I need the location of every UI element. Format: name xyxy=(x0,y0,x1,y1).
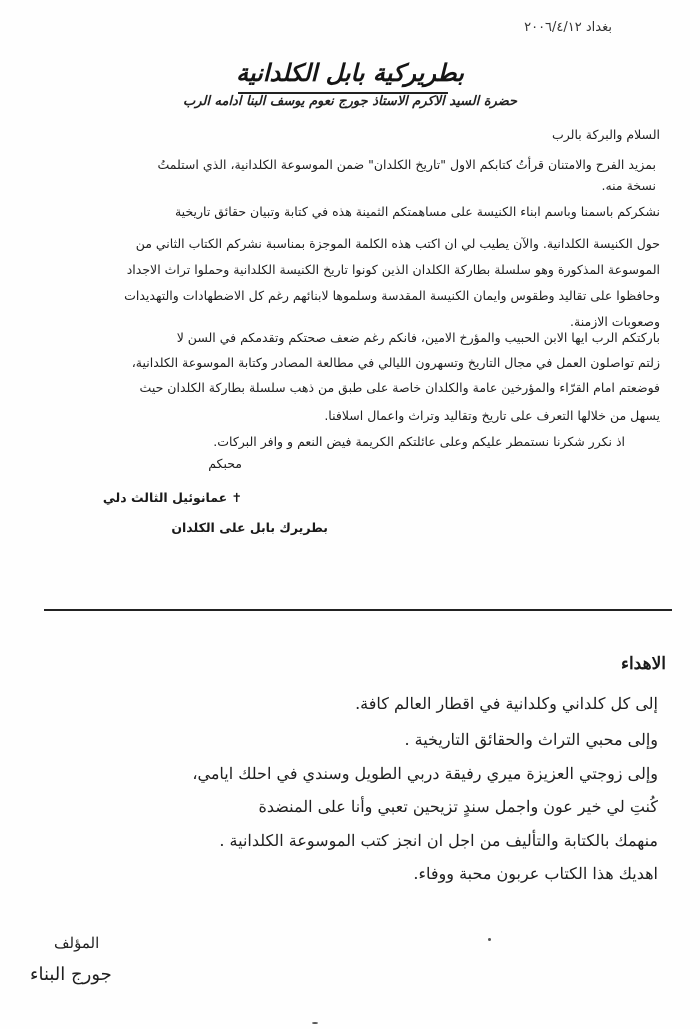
section-divider xyxy=(44,609,672,611)
letter-body-line: نسخة منه. xyxy=(601,178,656,193)
letter-closing: محبكم xyxy=(208,456,242,471)
dedication-line: إلى كل كلداني وكلدانية في اقطار العالم كافة. xyxy=(355,694,658,713)
scan-speck xyxy=(488,938,491,941)
letter-greeting: السلام والبركة بالرب xyxy=(552,127,660,142)
author-name: جورج البناء xyxy=(30,964,112,985)
letter-body-line: بمزيد الفرح والامتنان قرأتُ كتابكم الاول "تاريخ الكلدان" ضمن الموسوعة الكلدانية، الذي استلمتُ xyxy=(157,157,656,172)
letter-body-line: حول الكنيسة الكلدانية. والآن يطيب لي ان اكتب هذه الكلمة الموجزة بمناسبة نشركم الكتاب الثاني من xyxy=(135,236,660,251)
letter-body-line: يسهل من خلالها التعرف على تاريخ وتقاليد وتراث واعمال اسلافنا. xyxy=(324,408,660,423)
author-label: المؤلف xyxy=(54,934,100,952)
dedication-line: كُنتِ لي خير عون واجمل سندٍ تزيحين تعبي وأنا على المنضدة xyxy=(258,797,658,816)
dedication-line: وإلى زوجتي العزيزة ميري رفيقة دربي الطويل وسندي في احلك ايامي، xyxy=(192,764,658,783)
letter-body-line: وحافظوا على تقاليد وطقوس وايمان الكنيسة المقدسة وسلموها لابنائهم رغم كل الاضطهادات والتهديدات xyxy=(124,288,660,303)
letter-title: بطريركية بابل الكلدانية xyxy=(236,58,464,87)
signature-title: بطريرك بابل على الكلدان xyxy=(171,520,328,535)
letter-body-line: الموسوعة المذكورة وهو سلسلة بطاركة الكلدان الذين كونوا تاريخ الكنيسة الكلدانية وحملوا تراث الاجداد xyxy=(126,262,660,277)
letter-body-line: اذ نكرر شكرنا نستمطر عليكم وعلى عائلتكم الكريمة فيض النعم و وافر البركات. xyxy=(213,434,625,449)
scan-speck xyxy=(312,1022,318,1024)
letter-body-line: زلتم تواصلون العمل في مجال التاريخ وتسهرون الليالي في مطالعة المصادر وكتابة الموسوعة الكلدانية، xyxy=(131,355,660,370)
dedication-line: وإلى محبي التراث والحقائق التاريخية . xyxy=(404,730,658,749)
letter-body-line: نشكركم باسمنا وباسم ابناء الكنيسة على مساهمتكم الثمينة هذه في كتابة وتبيان حقائق تاريخية xyxy=(174,204,660,219)
letter-body-line: فوضعتم امام القرّاء والمؤرخين عامة والكلدان خاصة على طبق من ذهب سلسلة بطاركة الكلدان حيث xyxy=(139,380,660,395)
signature-name: ✝ عمانوئيل الثالث دلي xyxy=(102,490,242,505)
dedication-line: اهديك هذا الكتاب عربون محبة ووفاء. xyxy=(413,864,658,883)
letter-body-line: باركتكم الرب ايها الابن الحبيب والمؤرخ الامين، فانكم رغم ضعف صحتكم وتقدمكم في السن لا xyxy=(176,330,660,345)
dedication-line: منهمك بالكتابة والتأليف من اجل ان انجز كتب الموسوعة الكلدانية . xyxy=(219,831,658,850)
letter-date: بغداد ٢٠٠٦/٤/١٢ xyxy=(524,20,612,35)
letter-subtitle: حضرة السيد الاكرم الاستاذ جورج نعوم يوسف البنا ادامه الرب xyxy=(182,94,518,109)
letter-body-line: وصعوبات الازمنة. xyxy=(570,314,660,329)
dedication-heading: الاهداء xyxy=(620,654,666,674)
